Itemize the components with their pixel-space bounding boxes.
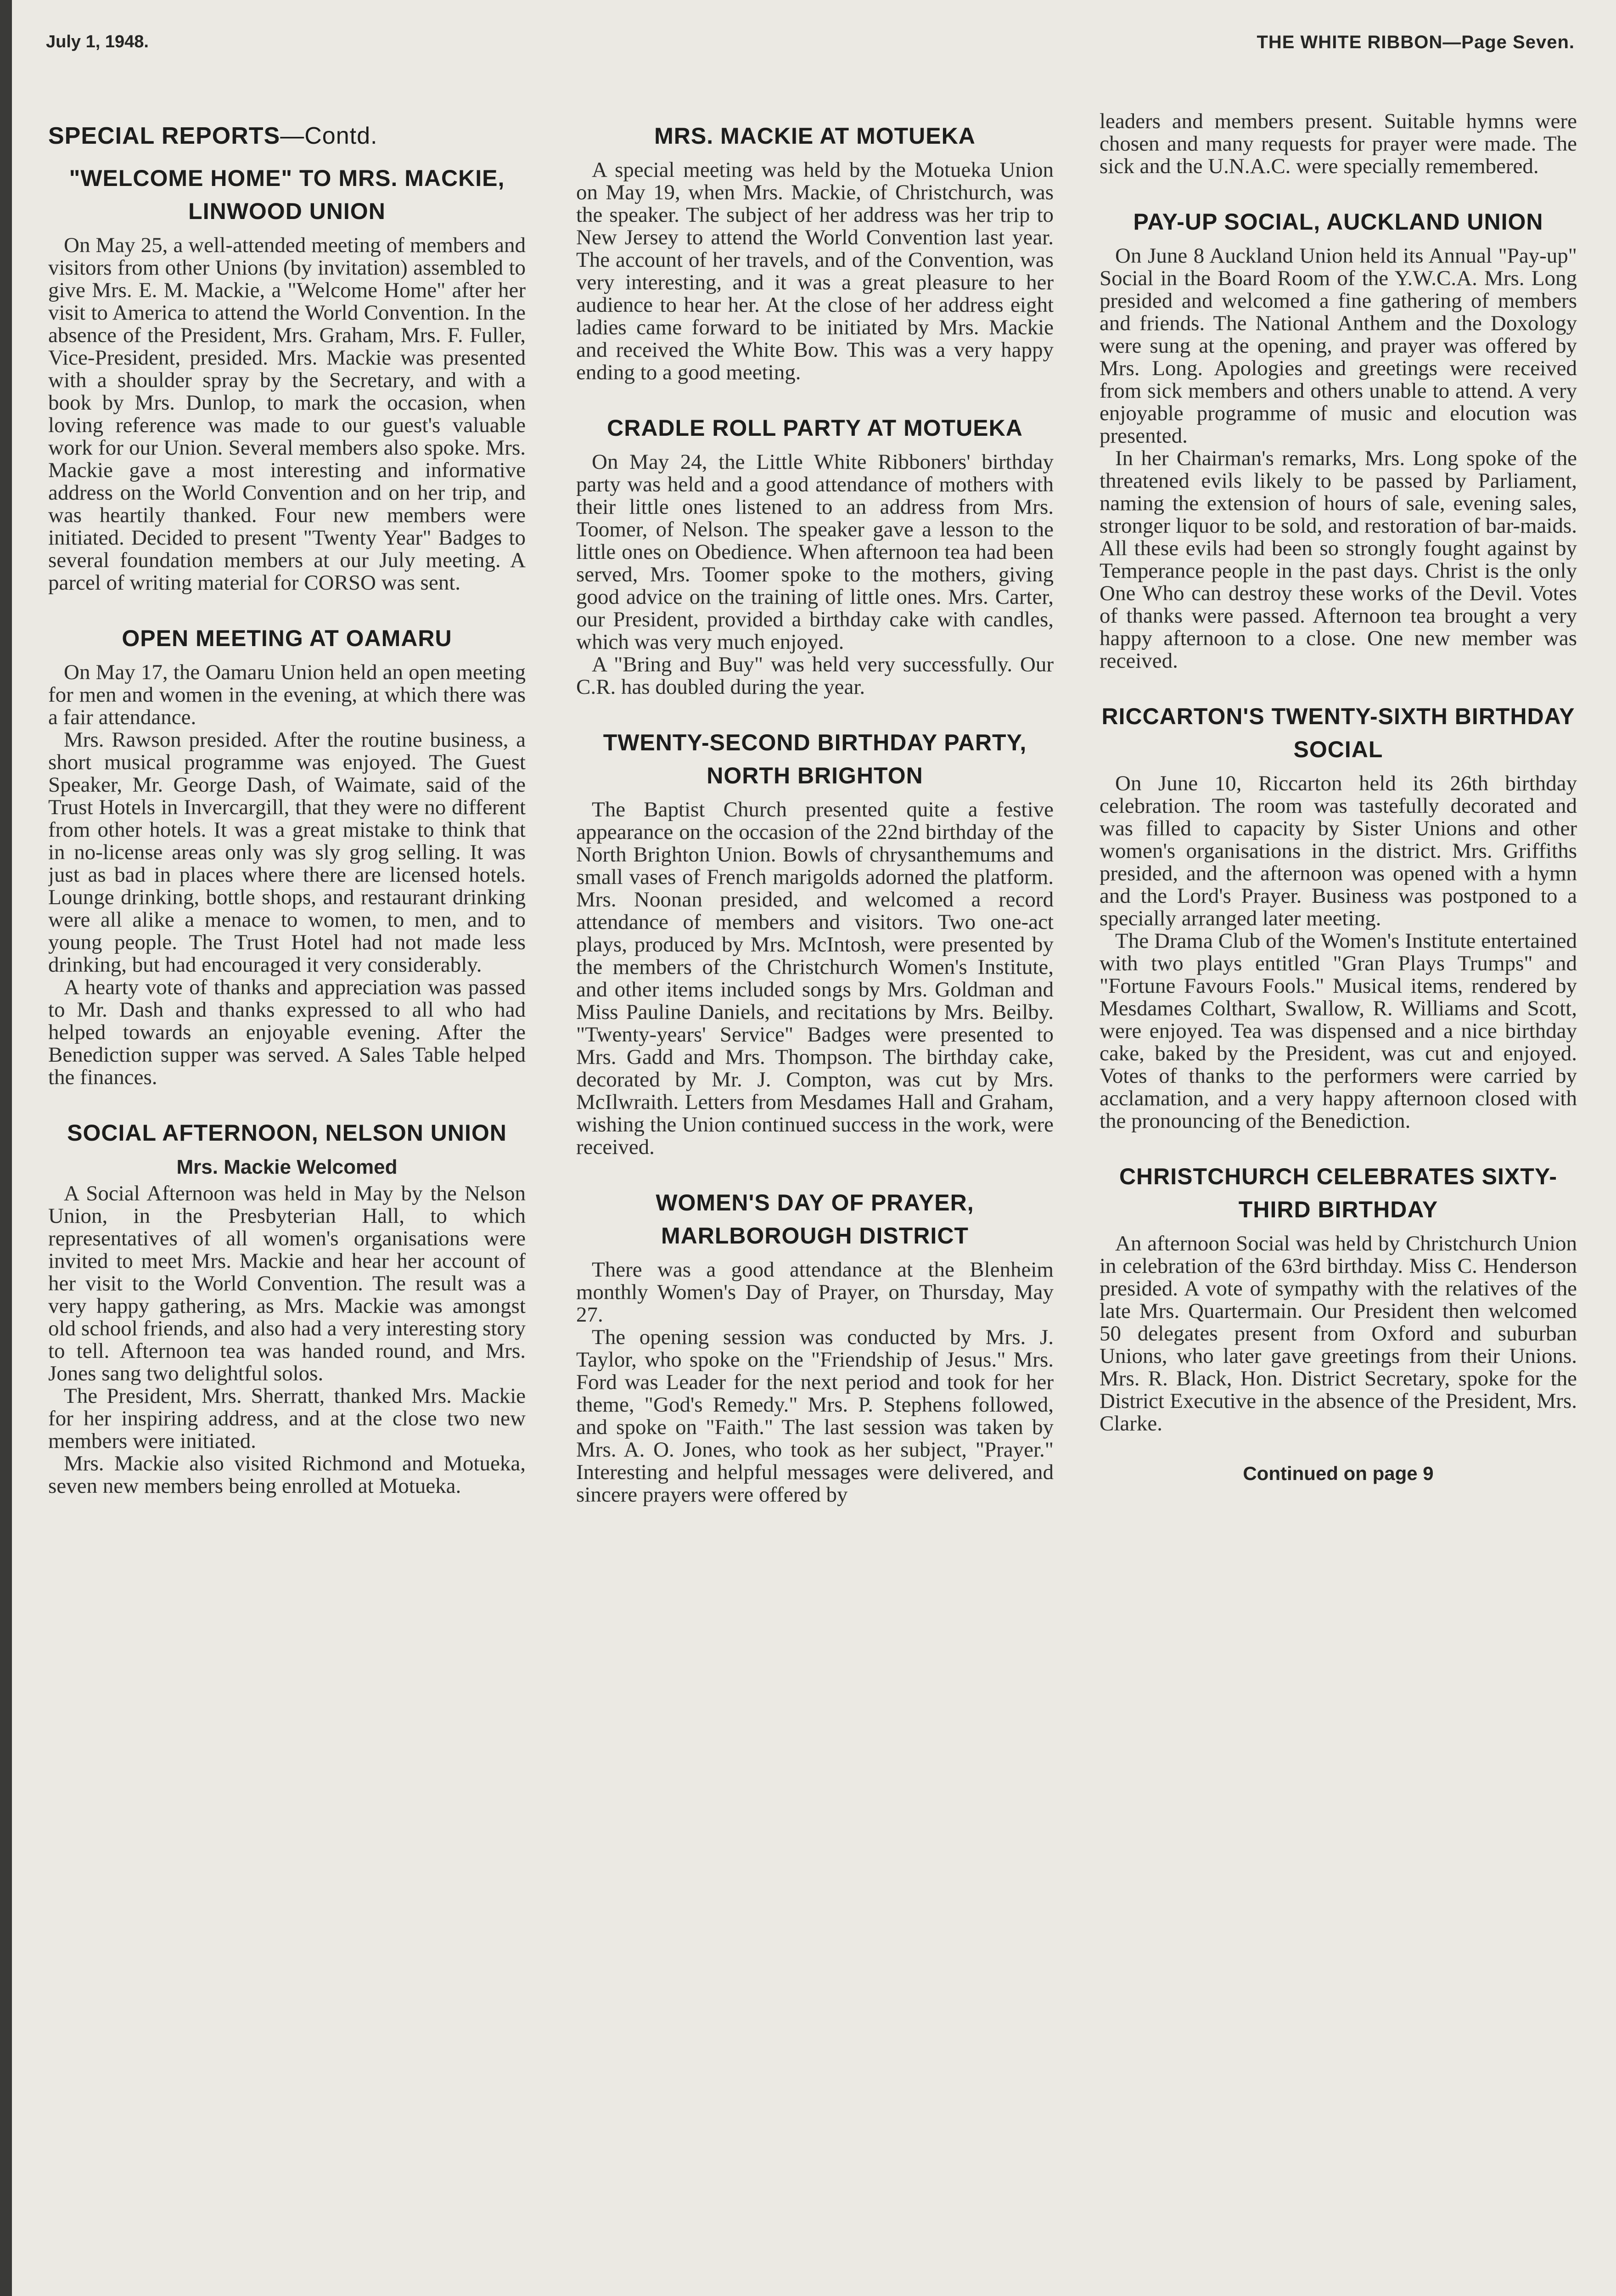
column-3 [1100,110,1577,2296]
page-binding-edge [0,0,12,2296]
article-title-christchurch: CHRISTCHURCH CELEBRATES SIXTY-THIRD BIRTHDAY [1119,1164,1558,1222]
article-title-motueka: MRS. MACKIE AT MOTUEKA [654,123,976,149]
article-paragraph: On May 25, a well-attended meeting of members and visitors from other Unions (by invitation) assembled to give Mrs. E. M. Mackie, a "Welcome Home" after her visit to America to attend the World Convention. In the absence of the President, Mrs. Graham, Mrs. F. Fuller, Vice-President, presided. Mrs. Mackie was presented with a shoulder spray by the Secretary, and with a book by Mrs. Dunlop, to mark the occasion, when loving reference was made to our guest's valuable work for our Union. Several members also spoke. Mrs. Mackie gave a most interesting and informative address on the World Convention and on her trip, and was heartily thanked. Four new members were initiated. Decided to present "Twenty Year" Badges to several foundation members at our July meeting. A parcel of writing material for CORSO was sent. [48,233,526,595]
article-paragraph: Mrs. Mackie also visited Richmond and Motueka, seven new members being enrolled at Motueka. [48,1452,526,1498]
article-paragraph: The Drama Club of the Women's Institute entertained with two plays entitled "Gran Plays Trumps" and "Fortune Favours Fools." Musical items, rendered by Mesdames Colthart, Swallow, R. Williams and Scott, were enjoyed. Tea was dispensed and a nice birthday cake, baked by the President, was cut and enjoyed. Votes of thanks to the performers were carried by acclamation, and a very happy afternoon closed with the pronouncing of the Benediction. [1100,929,1577,1133]
article-paragraph: On May 17, the Oamaru Union held an open meeting for men and women in the evening, at which there was a fair attendance. [48,660,526,729]
article-paragraph: A hearty vote of thanks and appreciation was passed to Mr. Dash and thanks expressed to all who had helped towards an enjoyable evening. After the Benediction supper was served. A Sales Table helped the finances. [48,975,526,1089]
article-paragraph: On June 8 Auckland Union held its Annual "Pay-up" Social in the Board Room of the Y.W.C.A. Mrs. Long presided and welcomed a fine gathering of members and friends. The National Anthem and the Doxology were sung at the opening, and prayer was offered by Mrs. Long. Apologies and greetings were received from sick members and others unable to attend. A very enjoyable programme of music and elocution was presented. [1100,244,1577,448]
article-paragraph-continued: leaders and members present. Suitable hymns were chosen and many requests for prayer were made. The sick and the U.N.A.C. were specially remembered. [1100,110,1577,178]
column-1 [48,110,526,2296]
issue-date: July 1, 1948. [46,32,149,51]
article-paragraph: On May 24, the Little White Ribboners' birthday party was held and a good attendance of mothers with their little ones listened to an address from Mrs. Toomer, of Nelson. The speaker gave a lesson to the little ones on Obedience. When afternoon tea had been served, Mrs. Toomer spoke to the mothers, giving good advice on the training of little ones. Mrs. Carter, our President, provided a birthday cake with candles, which was very much enjoyed. [576,450,1054,654]
article-subtitle: Mrs. Mackie Welcomed [176,1156,398,1178]
page-header [46,32,1575,64]
section-heading-main: SPECIAL REPORTS [48,123,281,149]
article-title-auckland: PAY-UP SOCIAL, AUCKLAND UNION [1133,209,1543,235]
article-paragraph: The opening session was conducted by Mrs. J. Taylor, who spoke on the "Friendship of Jesus." Mrs. Ford was Leader for the next period and took for her theme, "God's Remedy." Mrs. P. Stephens followed, and spoke on "Faith." The last session was taken by Mrs. A. O. Jones, who took as her subject, "Prayer." Interesting and helpful messages were delivered, and sincere prayers were offered by [576,1325,1054,1507]
article-title-day-of-prayer: WOMEN'S DAY OF PRAYER, MARLBOROUGH DISTRICT [656,1190,974,1249]
article-title-linwood: "WELCOME HOME" TO MRS. MACKIE, LINWOOD UNION [69,165,505,224]
article-paragraph: An afternoon Social was held by Christchurch Union in celebration of the 63rd birthday. Miss C. Henderson presided. A vote of sympathy with the relatives of the late Mrs. Quartermain. Our President then welcomed 50 delegates present from Oxford and suburban Unions, who later gave greetings from their Unions. Mrs. R. Black, Hon. District Secretary, spoke for the District Executive in the absence of the President, Mrs. Clarke. [1100,1232,1577,1435]
column-2 [576,110,1054,2296]
publication-title: THE WHITE RIBBON—Page Seven. [1257,32,1575,52]
article-title-cradle-roll: CRADLE ROLL PARTY AT MOTUEKA [607,415,1023,441]
article-paragraph: A "Bring and Buy" was held very successfully. Our C.R. has doubled during the year. [576,653,1054,699]
section-heading-suffix: —Contd. [280,123,378,149]
article-title-riccarton: RICCARTON'S TWENTY-SIXTH BIRTHDAY SOCIAL [1101,703,1575,762]
article-paragraph: A Social Afternoon was held in May by the Nelson Union, in the Presbyterian Hall, to which representatives of all women's organisations were invited to meet Mrs. Mackie and hear her account of her visit to the World Convention. The result was a very happy gathering, as Mrs. Mackie was amongst old school friends, and also had a very interesting story to tell. Afternoon tea was handed round, and Mrs. Jones sang two delightful solos. [48,1182,526,1385]
article-title-oamaru: OPEN MEETING AT OAMARU [122,625,452,651]
continued-note: Continued on page 9 [1243,1463,1434,1484]
article-paragraph: A special meeting was held by the Motueka Union on May 19, when Mrs. Mackie, of Christchurch, was the speaker. The subject of her address was her trip to New Jersey to attend the World Convention last year. The account of her travels, and of the Convention, was very interesting, and it was a great pleasure to her audience to hear her. At the close of her address eight ladies came forward to be initiated by Mrs. Mackie and received the White Bow. This was a very happy ending to a good meeting. [576,158,1054,384]
section-heading [48,119,526,152]
article-paragraph: There was a good attendance at the Blenheim monthly Women's Day of Prayer, on Thursday, May 27. [576,1258,1054,1327]
article-paragraph: Mrs. Rawson presided. After the routine business, a short musical programme was enjoyed. The Guest Speaker, Mr. George Dash, of Waimate, said of the Trust Hotels in Invercargill, that they were no different from other hotels. It was a great mistake to think that in no-license areas only was sly grog selling. It was just as bad in places where there are licensed hotels. Lounge drinking, bottle shops, and restaurant drinking were all alike a menace to women, to men, and to young people. The Trust Hotel had not made less drinking, but had encouraged it very considerably. [48,728,526,977]
article-paragraph: The President, Mrs. Sherratt, thanked Mrs. Mackie for her inspiring address, and at the close two new members were initiated. [48,1384,526,1453]
article-paragraph: The Baptist Church presented quite a festive appearance on the occasion of the 22nd birthday of the North Brighton Union. Bowls of chrysanthemums and small vases of French marigolds adorned the platform. Mrs. Noonan presided, and welcomed a record attendance of members and visitors. Two one-act plays, produced by Mrs. McIntosh, were presented by the members of the Christchurch Women's Institute, and other items included songs by Mrs. Goldman and Miss Pauline Daniels, and recitations by Mrs. Beilby. "Twenty-years' Service" Badges were presented to Mrs. Gadd and Mrs. Thompson. The birthday cake, decorated by Mr. J. Compton, was cut by Mrs. McIlwraith. Letters from Mesdames Hall and Graham, wishing the Union continued success in the work, were received. [576,798,1054,1159]
article-title-north-brighton: TWENTY-SECOND BIRTHDAY PARTY, NORTH BRIGHTON [603,730,1027,788]
article-title-nelson: SOCIAL AFTERNOON, NELSON UNION [67,1120,507,1146]
article-paragraph: On June 10, Riccarton held its 26th birthday celebration. The room was tastefully decorated and was filled to capacity by Sister Unions and other women's organisations in the district. Mrs. Griffiths presided, and the afternoon was opened with a hymn and the Lord's Prayer. Business was postponed to a specially arranged later meeting. [1100,771,1577,930]
article-paragraph: In her Chairman's remarks, Mrs. Long spoke of the threatened evils likely to be passed by Parliament, naming the extension of hours of sale, evening sales, stronger liquor to be sold, and restoration of bar-maids. All these evils had been so strongly fought against by Temperance people in the past days. Christ is the only One Who can destroy these works of the Devil. Votes of thanks were passed. Afternoon tea brought a very happy afternoon to a close. One new member was received. [1100,446,1577,673]
